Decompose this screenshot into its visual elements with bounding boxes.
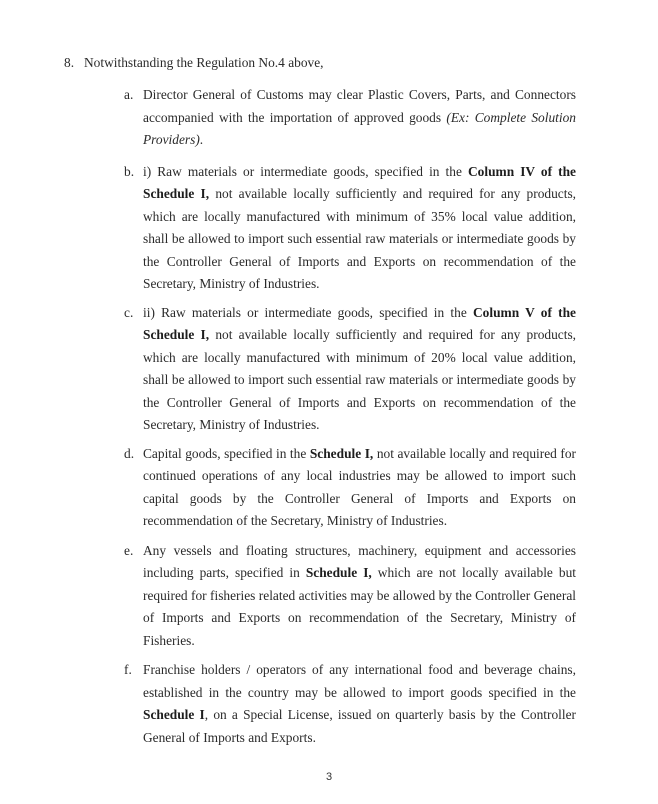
list-item-b xyxy=(124,161,576,296)
item-text-part: , on a Special License, issued on quarterly basis by the Controller General of Imports and Exports. xyxy=(143,707,576,745)
item-text-part: not available locally sufficiently and required for any products, which are locally manufactured with minimum of 35% local value addition, shall be allowed to import such essential raw materials or intermediate goods by the Controller General of Imports and Exports on recommendation of the Secretary, Ministry of Industries. xyxy=(143,186,577,291)
item-text-part: Director General of Customs may clear Plastic Covers, Parts, and Connectors accompanied with the importation of approved goods xyxy=(143,87,576,125)
item-marker: d. xyxy=(124,445,135,461)
item-text xyxy=(143,302,576,437)
item-text xyxy=(143,443,576,533)
section-heading xyxy=(64,54,324,72)
item-marker: f. xyxy=(124,662,132,677)
list-item-e xyxy=(124,540,576,653)
page-number: 3 xyxy=(325,771,333,783)
item-text-part: not available locally and required for continued operations of any local industries may be allowed to import such capital goods by the Controller General of Imports and Exports on recommendation of the Secretary, Ministry of Industries. xyxy=(143,445,576,528)
list-item-d xyxy=(124,443,576,533)
item-bold-text: Column V of the Schedule I, xyxy=(143,304,576,342)
list-item-f xyxy=(124,659,576,749)
section-number: 8. xyxy=(64,55,75,70)
item-bold-text: Schedule I, xyxy=(305,565,372,580)
item-text-part: Any vessels and floating structures, machinery, equipment and accessories including parts, specified in xyxy=(143,542,576,580)
item-text xyxy=(143,161,576,296)
item-text-part: Franchise holders / operators of any international food and beverage chains, established in the country may be allowed to import goods specified in the xyxy=(143,662,576,700)
section-heading-text: Notwithstanding the Regulation No.4 above, xyxy=(84,55,324,70)
item-marker: e. xyxy=(124,542,134,558)
item-italic-text: (Ex: Complete Solution Providers) xyxy=(143,109,576,147)
item-text-part: . xyxy=(199,132,204,147)
item-text-part: Capital goods, specified in the xyxy=(143,445,310,461)
item-bold-text: Column IV of the Schedule I, xyxy=(143,163,577,201)
item-bold-text: Schedule I, xyxy=(309,445,374,461)
item-text-part: i) Raw materials or intermediate goods, specified in the xyxy=(143,163,468,179)
item-marker: a. xyxy=(124,87,134,102)
item-text xyxy=(143,540,576,653)
list-item-a xyxy=(124,84,576,152)
item-marker: c. xyxy=(124,304,134,320)
item-bold-text: Schedule I xyxy=(143,707,205,722)
item-text-part: not available locally sufficiently and required for any products, which are locally manufactured with minimum of 20% local value addition, shall be allowed to import such essential raw materials or intermediate goods by the Controller General of Imports and Exports on recommendation of the Secretary, Ministry of Industries. xyxy=(143,327,577,432)
item-text xyxy=(143,84,576,152)
list-item-c xyxy=(124,302,576,437)
item-text-part: which are not locally available but required for fisheries related activities may be allowed by the Controller General of Imports and Exports on recommendation of the Secretary, Ministry of Fisheries. xyxy=(143,565,576,648)
regulation-list xyxy=(124,84,576,749)
item-marker: b. xyxy=(124,163,135,179)
item-text-part: ii) Raw materials or intermediate goods, specified in the xyxy=(143,304,474,320)
item-text xyxy=(143,659,576,749)
